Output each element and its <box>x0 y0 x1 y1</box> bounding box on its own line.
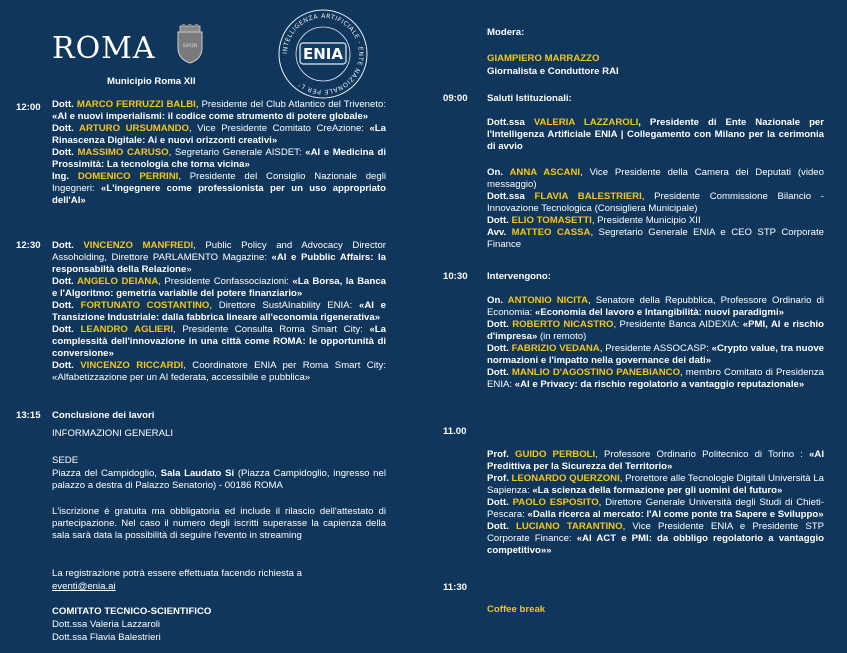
speaker-lazzaroli: Dott.ssa VALERIA LAZZAROLI, Presidente di Ente Nazionale per l'Intelligenza Artificiale ENIA | Collegamento con Milano per la cerimonia di avvio <box>487 117 825 152</box>
speaker-aglieri: Dott. LEANDRO AGLIERI, Presidente Consulta Roma Smart City: «La complessità dell'innovazione in una città come ROMA: le opportunità di conversione» <box>52 323 386 359</box>
speaker-nicastro: Dott. ROBERTO NICASTRO, Presidente Banca AIDEXIA: «PMI, AI e rischio d'impresa» (in remoto) <box>487 318 824 342</box>
saluti-label: Saluti Istituzionali: <box>487 93 572 104</box>
time-1100: 11.00 <box>443 426 467 437</box>
speaker-deiana: Dott. ANGELO DEIANA, Presidente Confassociazioni: «La Borsa, la Banca e l'Algoritmo: gemetria variabile del potere finanziario» <box>52 275 387 299</box>
enia-label: ENIA <box>303 45 343 63</box>
moderator-role: Giornalista e Conduttore RAI <box>487 66 619 77</box>
session-1030-speakers <box>487 295 824 391</box>
time-1315: 13:15 <box>16 410 41 421</box>
speaker-manfredi: Dott. VINCENZO MANFREDI, Public Policy and Advocacy Director Assoholding, Direttore PARLAMENTO Magazine: «AI e Pubblic Affairs: la responsabiltà della Relazione» <box>52 240 386 275</box>
sede-address: Piazza del Campidoglio, Sala Laudato Si (Piazza Campidoglio, ingresso nel palazzo a destra di Palazzo Senatorio) - 00186 ROMA <box>52 468 386 491</box>
info-title: INFORMAZIONI GENERALI <box>52 428 173 439</box>
time-1030: 10:30 <box>443 271 468 282</box>
speaker-ursumando: Dott. ARTURO URSUMANDO, Vice Presidente Comitato CreAzione: «La Rinascenza Digitale: Ai e nuovi orizzonti creativi» <box>52 122 387 146</box>
speaker-esposito: Dott. PAOLO ESPOSITO, Direttore Generale Università degli Studi di Chieti-Pescara: «Dalla ricerca al mercato: l'AI come ponte tra Sapere e Sviluppo» <box>487 496 824 520</box>
email-link[interactable]: eventi@enia.ai <box>52 581 116 592</box>
moderator-name: GIAMPIERO MARRAZZO <box>487 53 600 64</box>
comitato-title: COMITATO TECNICO-SCIENTIFICO <box>52 606 212 617</box>
roma-crest-icon <box>175 24 205 64</box>
time-1130: 11:30 <box>443 582 468 593</box>
session-1100-speakers <box>487 449 824 557</box>
speaker-ferruzzi: Dott. MARCO FERRUZZI BALBI, Presidente del Club Atlantico del Triveneto: «AI e nuovi imperialismi: il codice come strumento di potere globale» <box>52 99 387 122</box>
speaker-perrini: Ing. DOMENICO PERRINI, Presidente del Consiglio Nazionale degli Ingegneri: «L'ingegnere come professionista per un uso appropriato dell'AI» <box>52 170 386 206</box>
speaker-caruso: Dott. MASSIMO CARUSO, Segretario Generale AISDET: «AI e Medicina di Prossimità: La tecnologia che torna vicina» <box>52 146 387 170</box>
registrazione-text: La registrazione potrà essere effettuata facendo richiesta a <box>52 568 302 579</box>
time-0900: 09:00 <box>443 93 468 104</box>
modera-label: Modera: <box>487 27 525 38</box>
speaker-ascani: On. ANNA ASCANI, Vice Presidente della Camera dei Deputati (video messaggio) <box>487 167 824 190</box>
roma-logo-wordmark: ROMA <box>52 31 156 66</box>
session-1230-speakers <box>52 240 386 384</box>
municipio-label: Municipio Roma XII <box>107 76 196 87</box>
intervengono-label: Intervengono: <box>487 271 551 282</box>
comitato-member-2: Dott.ssa Flavia Balestrieri <box>52 632 161 643</box>
time-1230: 12:30 <box>16 240 41 251</box>
speaker-nicita: On. ANTONIO NICITA, Senatore della Repubblica, Professore Ordinario di Economia: «Economia del lavoro e Intangibilità: nuovi paradigmi» <box>487 295 824 318</box>
speaker-tarantino: Dott. LUCIANO TARANTINO, Vice Presidente ENIA e Presidente STP Corporate Finance: «AI ACT e PMI: da obbligo regolatorio a vantaggio competitivo»» <box>487 520 825 556</box>
sede-title: SEDE <box>52 455 79 466</box>
time-1200: 12:00 <box>16 102 41 113</box>
enia-logo-icon <box>277 8 369 100</box>
speaker-tomasetti: Dott. ELIO TOMASETTI, Presidente Municipio XII <box>487 214 701 226</box>
speaker-panebianco: Dott. MANLIO D'AGOSTINO PANEBIANCO, membro Comitato di Presidenza ENIA: «AI e Privacy: da rischio regolatorio a vantaggio reputazionale» <box>487 366 825 390</box>
coffee-break-label: Coffee break <box>487 604 546 615</box>
crest-label: SPQR <box>182 43 198 49</box>
saluti-speakers <box>487 167 824 251</box>
speaker-querzoni: Prof. LEONARDO QUERZONI, Prorettore alle Tecnologie Digitali Università La Sapienza: «La scienza della formazione per gli uomini del futuro» <box>487 472 824 496</box>
speaker-vedana: Dott. FABRIZIO VEDANA, Presidente ASSOCASP: «Crypto value, tra nuove normazioni e l'impatto nella governance dei dati» <box>487 342 824 366</box>
speaker-perboli: Prof. GUIDO PERBOLI, Professore Ordinario Politecnico di Torino : «AI Predittiva per la Sicurezza del Territorio» <box>487 449 824 472</box>
conclusion-label: Conclusione dei lavori <box>52 410 155 421</box>
comitato-member-1: Dott.ssa Valeria Lazzaroli <box>52 619 161 630</box>
speaker-balestrieri: Dott.ssa FLAVIA BALESTRIERI, Presidente Commissione Bilancio - Innovazione Tecnologica (Consigliera Municipale) <box>487 190 824 214</box>
speaker-costantino: Dott. FORTUNATO COSTANTINO, Direttore SustAInability ENIA: «AI e Transizione Industriale: dalla fabbrica lineare all'economia rigenerativa» <box>52 299 387 323</box>
speaker-riccardi: Dott. VINCENZO RICCARDI, Coordinatore ENIA per Roma Smart City: «Alfabetizzazione per un AI federata, accessibile e pubblica» <box>52 359 386 383</box>
enia-ring-text: INTELLIGENZA ARTIFICIALE · ENTE NAZIONALE PER L' <box>281 12 365 96</box>
session-1200-speakers <box>52 99 386 207</box>
speaker-cassa: Avv. MATTEO CASSA, Segretario Generale ENIA e CEO STP Corporate Finance <box>487 226 824 250</box>
iscrizione-text: L'iscrizione è gratuita ma obbligatoria ed include il rilascio dell'attestato di partecipazione. Nel caso il numero degli iscritti superasse la capienza della sala sarà data la possibilità di seguire l'evento in streaming <box>52 506 386 541</box>
